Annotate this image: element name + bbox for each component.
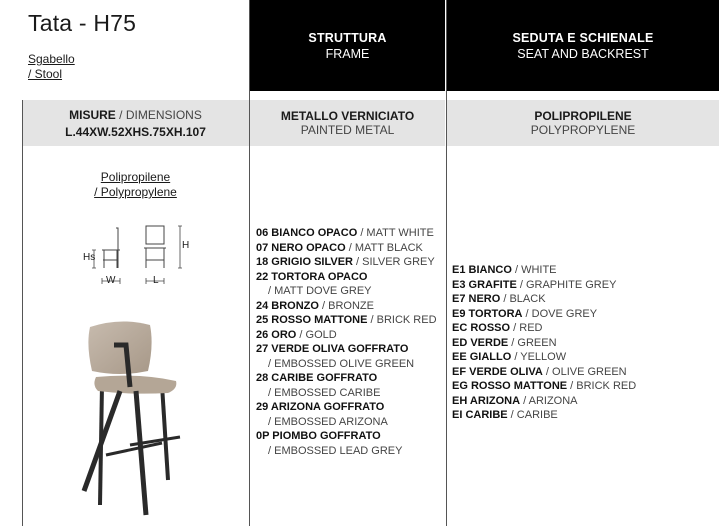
measures-cell <box>22 100 249 146</box>
finish-code: 25 ROSSO MATTONE <box>256 314 368 326</box>
finish-item <box>452 365 636 380</box>
finish-name-en: / WHITE <box>511 264 557 276</box>
measures-sep: / <box>115 107 126 122</box>
seat-material-it: POLIPROPILENE <box>534 109 632 123</box>
finish-code: 0P PIOMBO GOFFRATO <box>256 430 381 442</box>
finish-name-en: / ARIZONA <box>520 394 578 407</box>
product-subtitle-en: / Stool <box>28 67 63 81</box>
finish-code: EG ROSSO MATTONE <box>452 380 568 392</box>
finish-item <box>256 400 437 415</box>
finish-item-en <box>256 444 437 459</box>
finish-code: 28 CARIBE GOFFRATO <box>256 372 378 384</box>
finish-code: E7 NERO <box>452 293 501 305</box>
finish-name-en: / SILVER GREY <box>353 256 435 268</box>
finish-name-en: / MATT WHITE <box>357 227 434 239</box>
finish-name-en: / EMBOSSED CARIBE <box>268 386 381 399</box>
finish-code: EE GIALLO <box>452 351 512 363</box>
finish-code: 06 BIANCO OPACO <box>256 227 358 239</box>
finish-item <box>256 299 437 314</box>
front-view-icon <box>144 226 182 284</box>
finish-name-en: / GREEN <box>508 336 557 349</box>
finish-name-en: / CARIBE <box>507 409 558 421</box>
material-note-en: / Polypropylene <box>94 185 177 199</box>
finish-code: EH ARIZONA <box>452 394 521 407</box>
divider-frame <box>249 0 250 526</box>
finish-item <box>256 241 437 256</box>
finish-item-en <box>256 357 437 372</box>
finish-code: 26 ORO <box>256 328 297 341</box>
frame-material-en: PAINTED METAL <box>300 123 395 137</box>
finish-item <box>256 429 437 444</box>
frame-header-it: STRUTTURA <box>308 30 387 45</box>
finish-item-en <box>256 415 437 430</box>
measures-label-it: MISURE <box>69 107 116 122</box>
frame-material-it: METALLO VERNICIATO <box>280 109 415 123</box>
frame-header-en: FRAME <box>325 46 370 61</box>
dim-label-h: H <box>182 240 190 251</box>
finish-name-en: / EMBOSSED LEAD GREY <box>268 444 403 457</box>
dim-label-w: W <box>106 275 116 286</box>
seat-header-en: SEAT AND BACKREST <box>517 46 649 61</box>
dim-label-l: L <box>153 275 159 286</box>
seat-material-en: POLYPROPYLENE <box>530 123 636 137</box>
finish-item <box>256 270 437 285</box>
finish-code: 22 TORTORA OPACO <box>256 270 368 283</box>
product-title: Tata - H75 <box>28 10 137 36</box>
finish-item <box>452 292 636 307</box>
finish-code: E3 GRAFITE <box>452 278 517 291</box>
dim-label-hs: Hs <box>83 252 96 263</box>
finish-code: ED VERDE <box>452 336 509 349</box>
finish-item <box>452 263 636 278</box>
finish-code: 18 GRIGIO SILVER <box>256 256 353 268</box>
measures-label-en: DIMENSIONS <box>125 107 202 122</box>
finish-name-en: / MATT DOVE GREY <box>268 285 372 297</box>
seat-finishes-list <box>452 263 636 423</box>
finish-name-en: / BRICK RED <box>367 314 437 326</box>
finish-name-en: / EMBOSSED OLIVE GREEN <box>268 357 415 370</box>
seat-header-it: SEDUTA E SCHIENALE <box>512 30 654 45</box>
seat-material-cell <box>447 100 719 146</box>
measures-value: L.44XW.52XHS.75XH.107 <box>65 124 206 139</box>
finish-item <box>452 336 636 351</box>
finish-code: E1 BIANCO <box>452 264 512 276</box>
finish-item <box>452 350 636 365</box>
finish-code: EC ROSSO <box>452 322 511 334</box>
finish-code: 07 NERO OPACO <box>256 241 346 254</box>
finish-name-en: / GRAPHITE GREY <box>516 278 617 291</box>
frame-finishes-list <box>256 226 437 458</box>
finish-code: 24 BRONZO <box>256 299 319 312</box>
seat-column-header <box>447 0 719 91</box>
finish-item <box>452 408 636 423</box>
finish-item <box>256 328 437 343</box>
finish-code: 27 VERDE OLIVA GOFFRATO <box>256 343 409 355</box>
finish-item <box>452 307 636 322</box>
finish-name-en: / RED <box>510 322 543 334</box>
finish-item <box>256 342 437 357</box>
finish-name-en: / BRONZE <box>318 299 374 312</box>
finish-item <box>452 394 636 409</box>
finish-name-en: / YELLOW <box>511 351 567 363</box>
stool-image <box>50 315 220 520</box>
material-note-it: Polipropilene <box>100 170 171 184</box>
finish-name-en: / EMBOSSED ARIZONA <box>268 415 388 428</box>
finish-item <box>452 278 636 293</box>
finish-code: E9 TORTORA <box>452 307 523 320</box>
finish-item <box>452 379 636 394</box>
finish-item <box>452 321 636 336</box>
dimension-diagram <box>80 220 200 292</box>
finish-code: EI CARIBE <box>452 409 508 421</box>
frame-material-cell <box>250 100 445 146</box>
frame-column-header <box>250 0 445 91</box>
finish-item <box>256 371 437 386</box>
finish-item-en <box>256 386 437 401</box>
divider-left <box>22 100 23 526</box>
finish-item <box>256 255 437 270</box>
finish-name-en: / GOLD <box>296 328 337 341</box>
product-subtitle-it: Sgabello <box>28 52 75 66</box>
finish-code: 29 ARIZONA GOFFRATO <box>256 401 385 413</box>
finish-name-en: / OLIVE GREEN <box>542 365 627 378</box>
finish-name-en: / DOVE GREY <box>522 307 598 320</box>
finish-name-en: / MATT BLACK <box>345 241 423 254</box>
finish-name-en: / BRICK RED <box>567 380 637 392</box>
divider-seat <box>446 0 447 526</box>
finish-code: EF VERDE OLIVA <box>452 365 543 378</box>
finish-item <box>256 313 437 328</box>
finish-item-en <box>256 284 437 299</box>
finish-item <box>256 226 437 241</box>
finish-name-en: / BLACK <box>500 293 546 305</box>
